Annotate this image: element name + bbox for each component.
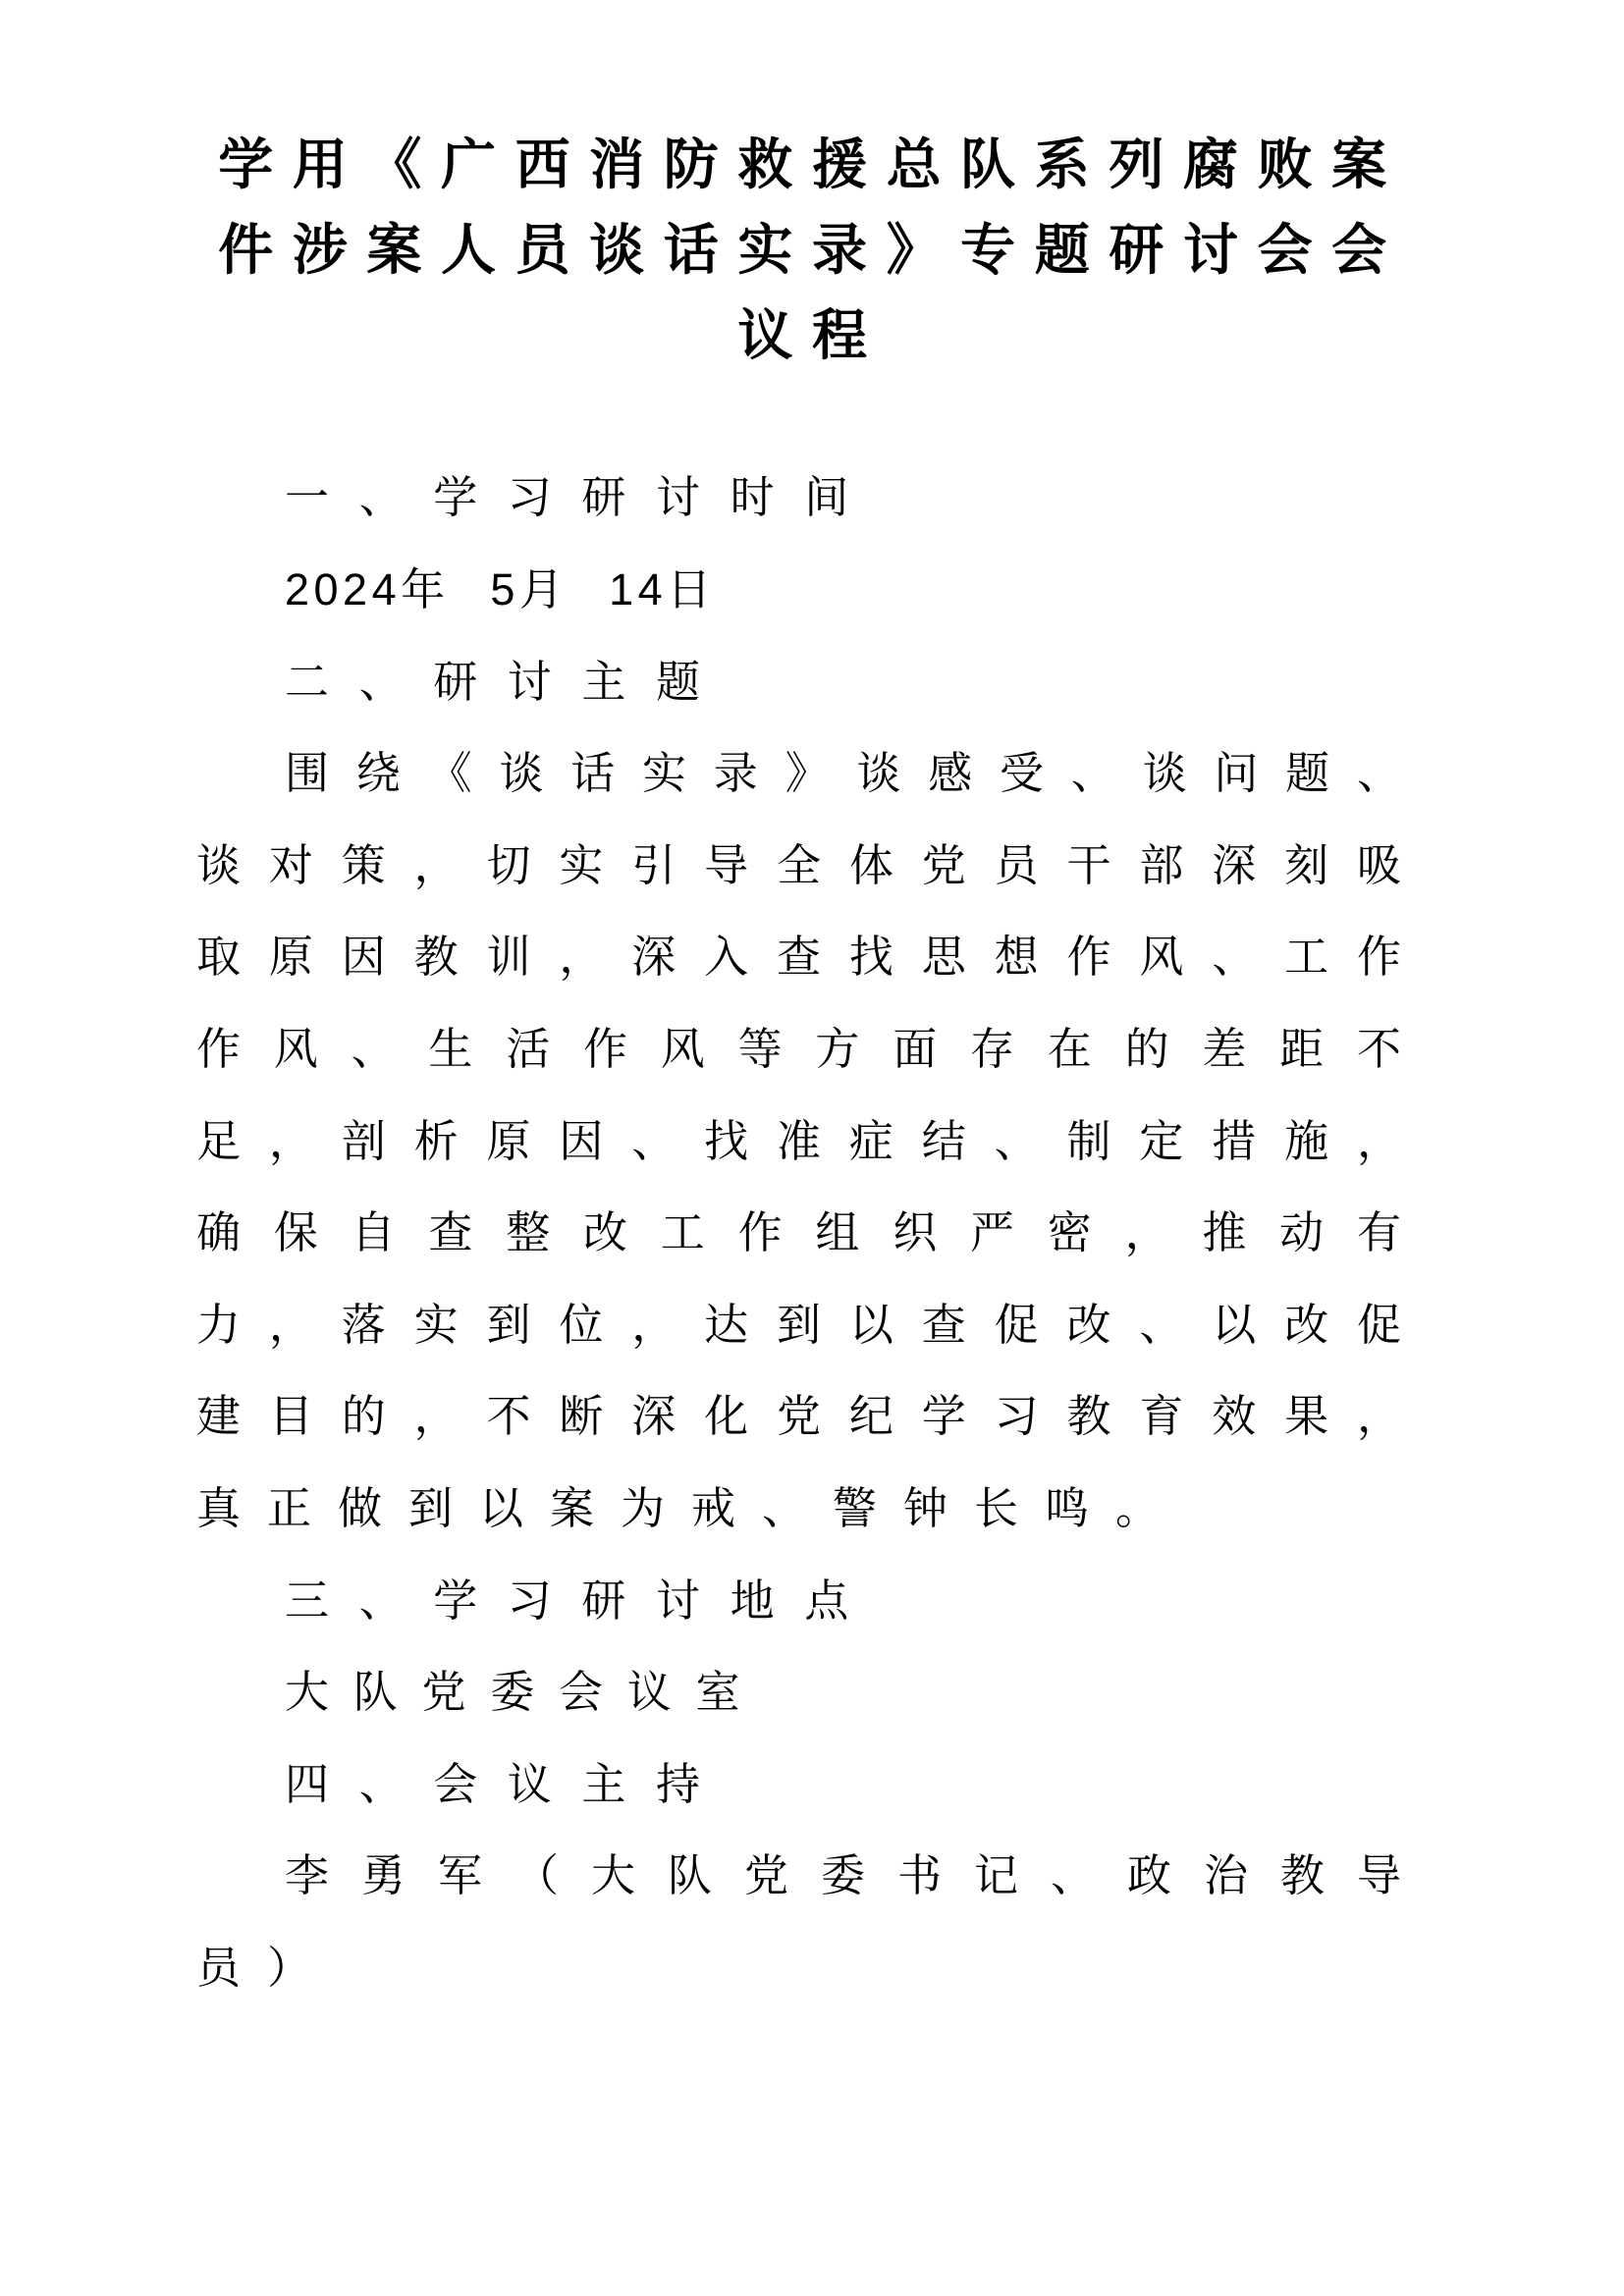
section-heading-study-time: 一、学习研讨时间 xyxy=(285,472,879,523)
section-heading-meeting-host: 四、会议主持 xyxy=(285,1758,731,1809)
section-heading-study-location: 三、学习研讨地点 xyxy=(285,1575,879,1626)
study-location-text: 大队党委会议室 xyxy=(285,1667,765,1718)
study-time-date: 2024年 5月 14日 xyxy=(285,563,716,614)
document-title: 学用《广西消防救援总队系列腐败案件涉案人员谈话实录》专题研讨会会议程 xyxy=(218,133,1406,366)
section-heading-discussion-topic: 二、研讨主题 xyxy=(285,656,731,707)
discussion-topic-paragraph: 围绕《谈话实录》谈感受、谈问题、谈对策，切实引导全体党员干部深刻吸取原因教训，深入查找思想作风、工作作风、生活作风等方面存在的差距不足，剖析原因、找准症结、制定措施，确保自查整改工作组织严密，推动有力，落实到位，达到以查促改、以改促建目的，不断深化党纪学习教育效果，真正做到以案为戒、警钟长鸣。 xyxy=(196,748,1428,1533)
meeting-host-text: 李勇军（大队党委书记、政治教导员） xyxy=(196,1850,1428,1993)
